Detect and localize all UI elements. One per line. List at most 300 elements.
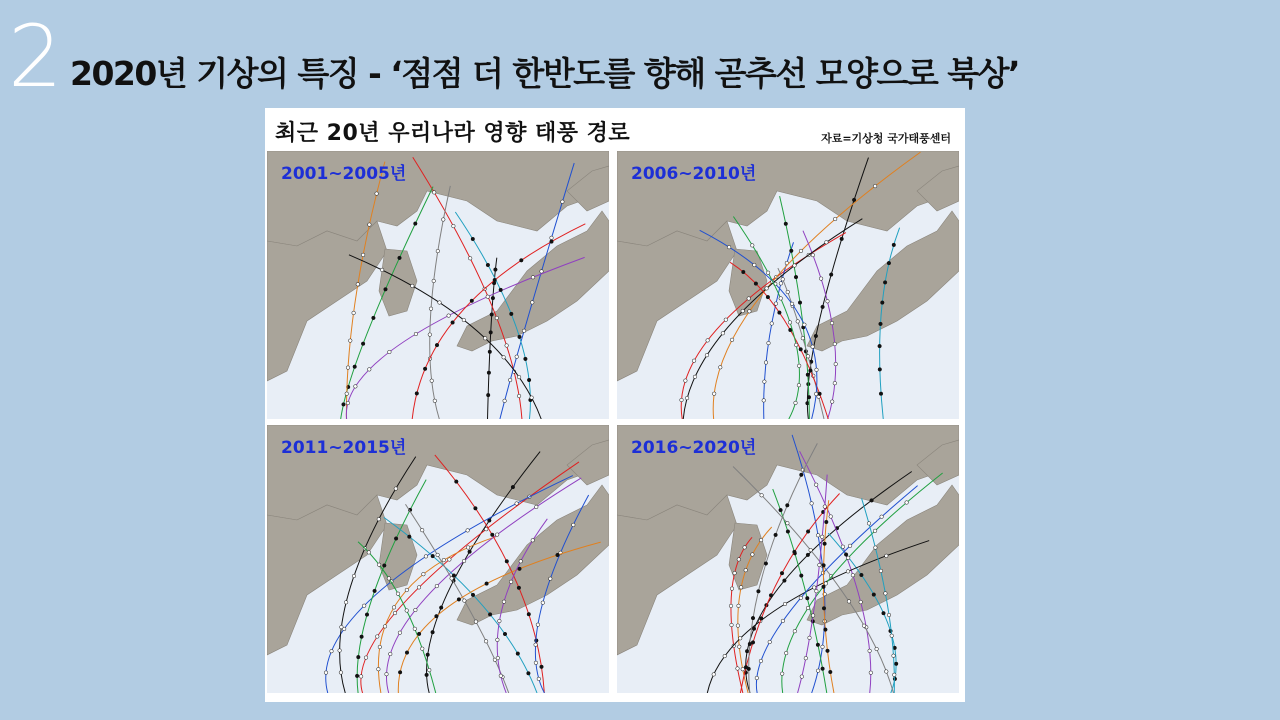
track-point-marker — [830, 400, 834, 404]
track-point-marker — [760, 617, 764, 621]
track-point-marker — [489, 331, 493, 335]
track-point-marker — [783, 602, 787, 606]
track-point-marker — [393, 611, 397, 615]
track-point-marker — [531, 301, 535, 305]
track-point-marker — [499, 288, 503, 292]
track-point-marker — [879, 392, 883, 396]
track-point-marker — [394, 487, 398, 491]
track-point-marker — [822, 585, 826, 589]
track-point-marker — [485, 582, 489, 586]
track-point-marker — [790, 302, 794, 306]
track-point-marker — [872, 593, 876, 597]
track-point-marker — [736, 624, 740, 628]
track-point-marker — [748, 642, 752, 646]
track-point-marker — [893, 677, 897, 681]
track-point-marker — [537, 677, 541, 681]
track-point-marker — [435, 584, 439, 588]
track-point-marker — [388, 350, 392, 354]
track-point-marker — [344, 601, 348, 605]
track-point-marker — [814, 334, 818, 338]
track-point-marker — [432, 279, 436, 283]
slide-number: 2 — [8, 7, 63, 107]
track-point-marker — [549, 577, 553, 581]
track-point-marker — [784, 651, 788, 655]
track-point-marker — [806, 373, 810, 377]
track-point-marker — [879, 569, 883, 573]
track-point-marker — [786, 530, 790, 534]
typhoon-map — [267, 425, 609, 693]
track-point-marker — [846, 570, 850, 574]
track-point-marker — [408, 535, 412, 539]
track-point-marker — [429, 307, 433, 311]
track-point-marker — [860, 573, 864, 577]
track-point-marker — [823, 505, 827, 509]
track-point-marker — [372, 316, 376, 320]
track-point-marker — [808, 636, 812, 640]
map-panel-2011-2015 — [267, 425, 609, 693]
track-point-marker — [878, 344, 882, 348]
track-point-marker — [794, 275, 798, 279]
track-point-marker — [719, 366, 723, 370]
track-point-marker — [815, 368, 819, 372]
track-point-marker — [684, 379, 688, 383]
track-point-marker — [330, 649, 334, 653]
track-point-marker — [373, 589, 377, 593]
track-point-marker — [447, 314, 451, 318]
track-point-marker — [468, 550, 472, 554]
track-point-marker — [806, 596, 810, 600]
typhoon-map — [617, 151, 959, 419]
track-point-marker — [535, 505, 539, 509]
track-point-marker — [780, 672, 784, 676]
track-point-marker — [411, 284, 415, 288]
track-point-marker — [724, 318, 728, 322]
track-point-marker — [794, 343, 798, 347]
track-point-marker — [892, 654, 896, 658]
track-point-marker — [829, 515, 833, 519]
track-point-marker — [816, 669, 820, 673]
track-point-marker — [833, 342, 837, 346]
track-point-marker — [727, 245, 731, 249]
track-point-marker — [527, 672, 531, 676]
track-point-marker — [798, 301, 802, 305]
track-point-marker — [426, 653, 430, 657]
track-point-marker — [745, 649, 749, 653]
track-point-marker — [387, 577, 391, 581]
track-point-marker — [814, 392, 818, 396]
track-point-marker — [342, 403, 346, 407]
track-point-marker — [829, 273, 833, 277]
track-point-marker — [800, 574, 804, 578]
track-point-marker — [781, 619, 785, 623]
track-point-marker — [862, 624, 866, 628]
track-point-marker — [346, 401, 350, 405]
track-point-marker — [380, 268, 384, 272]
track-point-marker — [778, 311, 782, 315]
track-point-marker — [436, 553, 440, 557]
track-point-marker — [738, 637, 742, 641]
track-point-marker — [788, 321, 792, 325]
track-point-marker — [784, 222, 788, 226]
track-point-marker — [550, 236, 554, 240]
track-point-marker — [536, 623, 540, 627]
track-point-marker — [811, 614, 815, 618]
track-point-marker — [471, 593, 475, 597]
track-point-marker — [825, 241, 829, 245]
track-point-marker — [830, 321, 834, 325]
track-point-marker — [873, 529, 877, 533]
track-point-marker — [502, 600, 506, 604]
track-point-marker — [685, 396, 689, 400]
track-point-marker — [428, 668, 432, 672]
track-point-marker — [804, 656, 808, 660]
track-point-marker — [471, 237, 475, 241]
panel-label: 2011~2015년 — [281, 438, 407, 458]
track-point-marker — [806, 530, 810, 534]
track-point-marker — [502, 356, 506, 360]
track-point-marker — [486, 263, 490, 267]
track-point-marker — [763, 380, 767, 384]
track-point-marker — [534, 661, 538, 665]
track-point-marker — [800, 675, 804, 679]
track-point-marker — [765, 287, 769, 291]
track-point-marker — [824, 582, 828, 586]
track-point-marker — [742, 270, 746, 274]
track-point-marker — [793, 629, 797, 633]
track-point-marker — [786, 521, 790, 525]
track-point-marker — [759, 659, 763, 663]
track-point-marker — [737, 558, 741, 562]
track-point-marker — [385, 672, 389, 676]
track-point-marker — [413, 627, 417, 631]
track-point-marker — [503, 632, 507, 636]
track-point-marker — [760, 494, 764, 498]
track-point-marker — [807, 395, 811, 399]
track-point-marker — [361, 253, 365, 257]
track-point-marker — [484, 527, 488, 531]
track-point-marker — [491, 533, 495, 537]
track-point-marker — [783, 579, 787, 583]
track-point-marker — [751, 553, 755, 557]
track-point-marker — [466, 529, 470, 533]
track-point-marker — [779, 508, 783, 512]
track-point-marker — [814, 483, 818, 487]
track-point-marker — [797, 383, 801, 387]
track-point-marker — [755, 676, 759, 680]
track-point-marker — [875, 647, 879, 651]
track-point-marker — [890, 634, 894, 638]
track-point-marker — [729, 604, 733, 608]
track-point-marker — [781, 278, 785, 282]
track-point-marker — [340, 625, 344, 629]
track-point-marker — [779, 297, 783, 301]
track-point-marker — [751, 244, 755, 248]
track-point-marker — [882, 611, 886, 615]
track-point-marker — [730, 623, 734, 627]
track-point-marker — [833, 381, 837, 385]
track-point-marker — [414, 332, 418, 336]
track-point-marker — [405, 588, 409, 592]
track-point-marker — [885, 554, 889, 558]
track-point-marker — [455, 480, 459, 484]
track-point-marker — [398, 671, 402, 675]
track-point-marker — [468, 257, 472, 261]
track-point-marker — [450, 577, 454, 581]
track-point-marker — [852, 198, 856, 202]
track-point-marker — [556, 553, 560, 557]
track-point-marker — [452, 224, 456, 228]
track-point-marker — [384, 288, 388, 292]
track-point-marker — [841, 545, 845, 549]
track-point-marker — [488, 613, 492, 617]
track-point-marker — [362, 604, 366, 608]
track-point-marker — [793, 550, 797, 554]
track-point-marker — [844, 553, 848, 557]
track-point-marker — [884, 592, 888, 596]
track-point-marker — [806, 355, 810, 359]
track-point-marker — [439, 606, 443, 610]
track-point-marker — [799, 249, 803, 253]
track-point-marker — [425, 673, 429, 677]
track-point-marker — [474, 507, 478, 511]
track-point-marker — [405, 609, 409, 613]
track-point-marker — [754, 282, 758, 286]
track-point-marker — [493, 278, 497, 282]
track-point-marker — [790, 249, 794, 253]
typhoon-map — [617, 425, 959, 693]
track-point-marker — [433, 399, 437, 403]
track-point-marker — [879, 322, 883, 326]
track-point-marker — [389, 652, 393, 656]
track-point-marker — [736, 667, 740, 671]
track-point-marker — [424, 555, 428, 559]
slide-title: 2020년 기상의 특징 - ‘점점 더 한반도를 향해 곧추선 모양으로 북상’ — [70, 54, 1020, 93]
track-point-marker — [422, 572, 426, 576]
track-point-marker — [448, 558, 452, 562]
track-point-marker — [486, 393, 490, 397]
track-point-marker — [741, 667, 745, 671]
track-point-marker — [806, 553, 810, 557]
track-point-marker — [759, 538, 763, 542]
track-point-marker — [846, 556, 850, 560]
track-point-marker — [868, 649, 872, 653]
track-point-marker — [376, 635, 380, 639]
track-point-marker — [346, 366, 350, 370]
track-point-marker — [768, 640, 772, 644]
track-point-marker — [417, 586, 421, 590]
track-point-marker — [801, 336, 805, 340]
track-point-marker — [815, 589, 819, 593]
track-point-marker — [361, 342, 365, 346]
track-point-marker — [486, 295, 490, 299]
track-point-marker — [430, 379, 434, 383]
track-point-marker — [438, 301, 442, 305]
track-point-marker — [527, 378, 531, 382]
track-point-marker — [894, 662, 898, 666]
track-point-marker — [747, 297, 751, 301]
track-point-marker — [848, 544, 852, 548]
track-point-marker — [738, 645, 742, 649]
track-point-marker — [356, 283, 360, 287]
track-point-marker — [680, 398, 684, 402]
track-point-marker — [799, 596, 803, 600]
track-point-marker — [733, 571, 737, 575]
track-point-marker — [531, 276, 535, 280]
track-point-marker — [414, 222, 418, 226]
track-point-marker — [859, 600, 863, 604]
track-point-marker — [398, 631, 402, 635]
track-point-marker — [764, 361, 768, 365]
track-point-marker — [541, 601, 545, 605]
track-point-marker — [744, 568, 748, 572]
track-point-marker — [751, 616, 755, 620]
track-point-marker — [878, 368, 882, 372]
track-point-marker — [349, 339, 353, 343]
track-point-marker — [517, 375, 521, 379]
track-point-marker — [730, 338, 734, 342]
track-point-marker — [811, 253, 815, 257]
track-point-marker — [893, 673, 897, 677]
track-point-marker — [885, 670, 889, 674]
track-point-marker — [823, 542, 827, 546]
track-point-marker — [794, 401, 798, 405]
track-point-marker — [705, 353, 709, 357]
track-point-marker — [368, 223, 372, 227]
track-point-marker — [550, 240, 554, 244]
track-point-marker — [692, 359, 696, 363]
track-point-marker — [457, 598, 461, 602]
track-point-marker — [396, 592, 400, 596]
track-point-marker — [428, 333, 432, 337]
track-point-marker — [488, 350, 492, 354]
track-point-marker — [811, 345, 815, 349]
map-panel-2016-2020 — [617, 425, 959, 693]
track-point-marker — [405, 651, 409, 655]
track-point-marker — [375, 192, 379, 196]
track-point-marker — [826, 300, 830, 304]
track-point-marker — [883, 281, 887, 285]
track-point-marker — [354, 385, 358, 389]
track-point-marker — [847, 600, 851, 604]
track-point-marker — [840, 237, 844, 241]
track-point-marker — [517, 586, 521, 590]
track-point-marker — [484, 640, 488, 644]
track-point-marker — [747, 667, 751, 671]
track-point-marker — [442, 558, 446, 562]
track-point-marker — [495, 533, 499, 537]
track-point-marker — [491, 296, 495, 300]
track-point-marker — [417, 632, 421, 636]
track-point-marker — [392, 606, 396, 610]
track-point-marker — [753, 263, 757, 267]
track-point-marker — [810, 502, 814, 506]
track-point-marker — [324, 671, 328, 675]
track-point-marker — [352, 311, 356, 315]
track-point-marker — [818, 392, 822, 396]
track-point-marker — [723, 654, 727, 658]
track-point-marker — [870, 499, 874, 503]
track-point-marker — [487, 371, 491, 375]
track-point-marker — [905, 501, 909, 505]
track-point-marker — [462, 559, 466, 563]
panel-label: 2001~2005년 — [281, 164, 407, 184]
track-point-marker — [816, 643, 820, 647]
track-point-marker — [706, 339, 710, 343]
track-point-marker — [367, 551, 371, 555]
panel-label: 2006~2010년 — [631, 164, 757, 184]
track-point-marker — [509, 580, 513, 584]
track-point-marker — [786, 290, 790, 294]
track-point-marker — [741, 309, 745, 313]
figure-source: 자료=기상청 국가태풍센터 — [821, 132, 951, 145]
track-point-marker — [534, 643, 538, 647]
track-point-marker — [739, 586, 743, 590]
track-point-marker — [435, 614, 439, 618]
track-point-marker — [829, 670, 833, 674]
track-point-marker — [774, 533, 778, 537]
track-point-marker — [377, 563, 381, 567]
track-point-marker — [421, 647, 425, 651]
track-point-marker — [786, 504, 790, 508]
map-panel-2006-2010 — [617, 151, 959, 419]
track-point-marker — [442, 218, 446, 222]
track-point-marker — [496, 638, 500, 642]
track-point-marker — [353, 365, 357, 369]
track-point-marker — [435, 343, 439, 347]
track-point-marker — [693, 375, 697, 379]
track-point-marker — [499, 674, 503, 678]
track-point-marker — [881, 301, 885, 305]
panel-label: 2016~2020년 — [631, 438, 757, 458]
track-point-marker — [797, 364, 801, 368]
track-point-marker — [712, 673, 716, 677]
track-point-marker — [793, 264, 797, 268]
track-point-marker — [819, 277, 823, 281]
track-point-marker — [809, 548, 813, 552]
track-point-marker — [833, 217, 837, 221]
track-point-marker — [880, 515, 884, 519]
track-point-marker — [474, 620, 478, 624]
track-point-marker — [518, 335, 522, 339]
track-point-marker — [822, 607, 826, 611]
track-point-marker — [766, 271, 770, 275]
track-point-marker — [531, 539, 535, 543]
track-point-marker — [368, 368, 372, 372]
track-point-marker — [730, 587, 734, 591]
track-point-marker — [887, 261, 891, 265]
track-point-marker — [511, 485, 515, 489]
track-point-marker — [377, 517, 381, 521]
track-point-marker — [873, 184, 877, 188]
track-point-marker — [780, 571, 784, 575]
track-point-marker — [508, 378, 512, 382]
track-point-marker — [822, 564, 826, 568]
track-point-marker — [834, 362, 838, 366]
track-point-marker — [520, 259, 524, 263]
track-point-marker — [869, 671, 873, 675]
track-point-marker — [355, 674, 359, 678]
track-point-marker — [826, 649, 830, 653]
track-point-marker — [762, 399, 766, 403]
track-point-marker — [766, 295, 770, 299]
track-point-marker — [415, 392, 419, 396]
track-point-marker — [365, 613, 369, 617]
map-panel-2001-2005 — [267, 151, 609, 419]
track-point-marker — [816, 534, 820, 538]
track-point-marker — [796, 320, 800, 324]
track-point-marker — [466, 546, 470, 550]
track-point-marker — [524, 357, 528, 361]
